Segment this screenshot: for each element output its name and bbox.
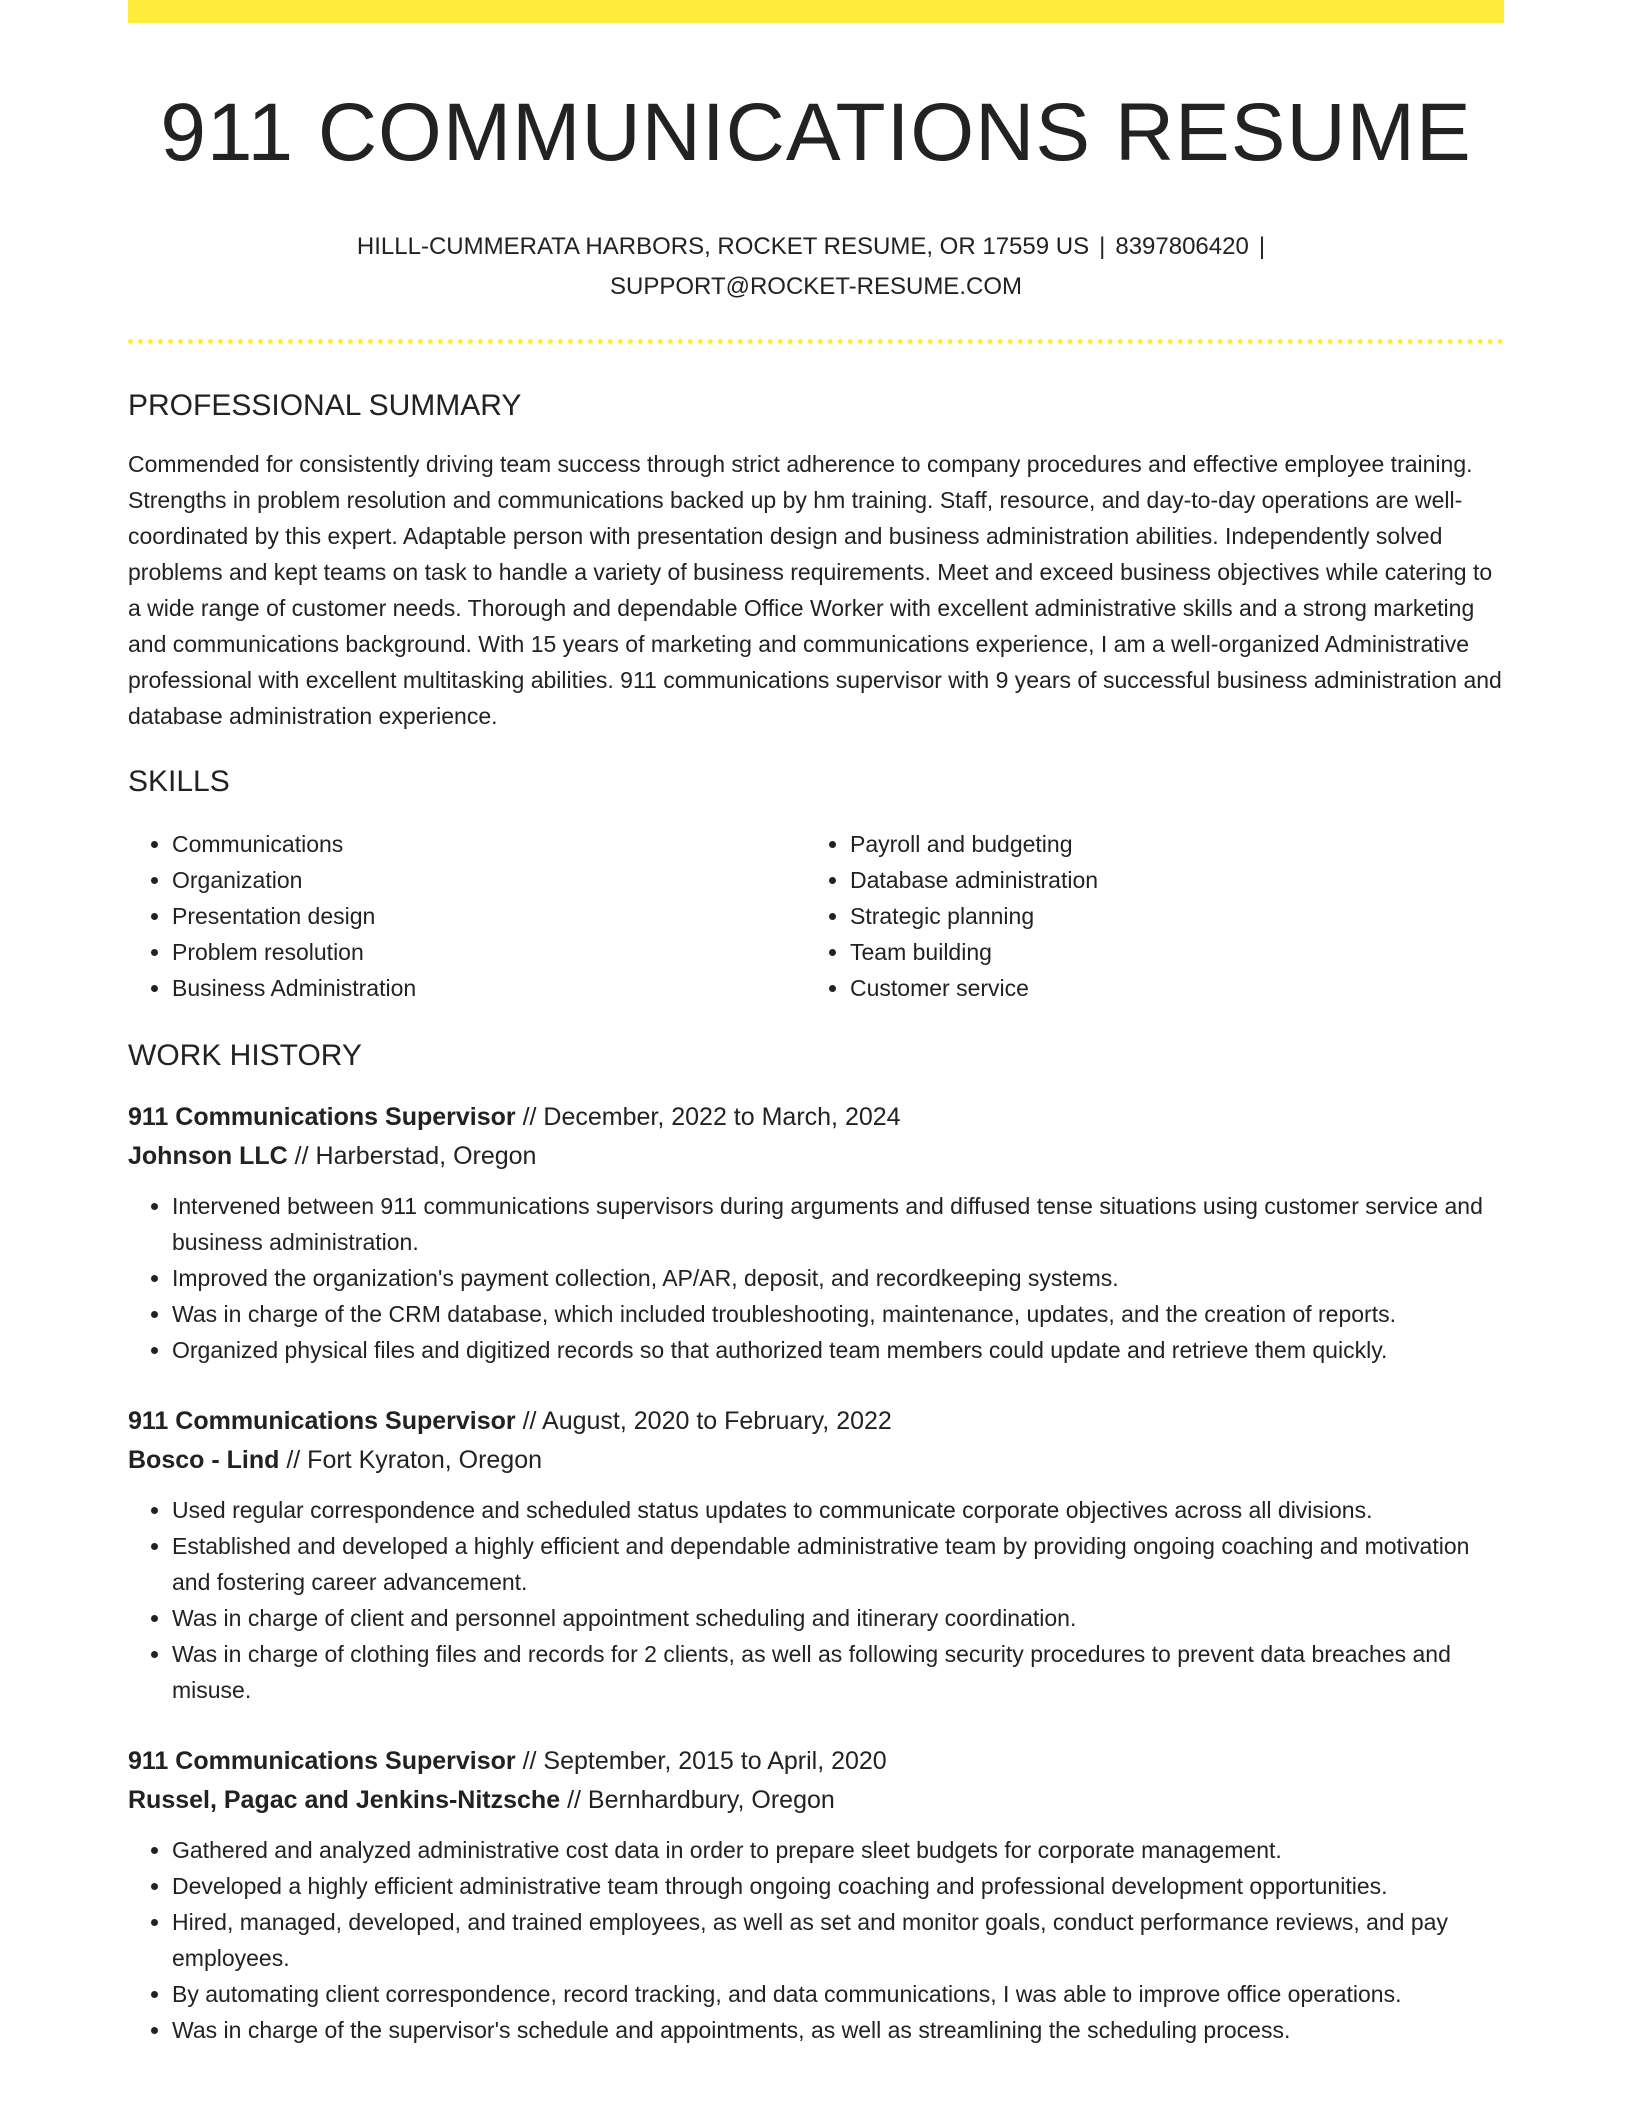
job-bullet: • Developed a highly efficient administrative team through ongoing coaching and professional development opportunities. <box>172 1868 1504 1904</box>
job-bullet: • Was in charge of the CRM database, which included troubleshooting, maintenance, updates, and the creation of reports. <box>172 1296 1504 1332</box>
job-dates: // August, 2020 to February, 2022 <box>522 1407 892 1435</box>
job-title: 911 Communications Supervisor <box>128 1407 516 1435</box>
job-location: // Bernhardbury, Oregon <box>567 1786 835 1814</box>
job-bullets <box>128 1492 1504 1708</box>
job-title-line <box>128 1098 1504 1137</box>
skill-item: • Strategic planning <box>850 898 1484 934</box>
job-title: 911 Communications Supervisor <box>128 1103 516 1131</box>
skills-heading: SKILLS <box>128 765 230 798</box>
job-bullet: • Gathered and analyzed administrative cost data in order to prepare sleet budgets for corporate management. <box>172 1832 1504 1868</box>
job-company: Bosco - Lind <box>128 1446 280 1474</box>
job-bullet: • Used regular correspondence and scheduled status updates to communicate corporate objectives across all divisions. <box>172 1492 1504 1528</box>
resume-title: 911 COMMUNICATIONS RESUME <box>160 87 1472 178</box>
job-company: Johnson LLC <box>128 1142 288 1170</box>
contact-phone: 8397806420 <box>1115 233 1249 260</box>
job-company-line <box>128 1781 1504 1820</box>
contact-email: SUPPORT@ROCKET-RESUME.COM <box>610 273 1022 300</box>
skill-item: • Communications <box>172 826 806 862</box>
resume-content <box>128 23 1504 2048</box>
skill-item: • Business Administration <box>172 970 806 1006</box>
contact-separator: | <box>1258 233 1266 260</box>
top-accent-bar <box>128 0 1504 23</box>
skill-item: • Organization <box>172 862 806 898</box>
job-dates: // September, 2015 to April, 2020 <box>522 1747 887 1775</box>
job-title-line <box>128 1402 1504 1441</box>
job-location: // Harberstad, Oregon <box>294 1142 537 1170</box>
job-company-line <box>128 1441 1504 1480</box>
skill-item: • Team building <box>850 934 1484 970</box>
skill-item: • Customer service <box>850 970 1484 1006</box>
job-bullet: • By automating client correspondence, record tracking, and data communications, I was able to improve office operations. <box>172 1976 1504 2012</box>
contact-address: HILLL-CUMMERATA HARBORS, ROCKET RESUME, OR 17559 US <box>356 233 1090 260</box>
job-entry <box>128 1402 1504 1708</box>
job-bullet: • Was in charge of clothing files and records for 2 clients, as well as following security procedures to prevent data breaches and misuse. <box>172 1636 1504 1708</box>
summary-heading: PROFESSIONAL SUMMARY <box>128 389 522 422</box>
job-bullet: • Was in charge of the supervisor's schedule and appointments, as well as streamlining the scheduling process. <box>172 2012 1504 2048</box>
job-bullet: • Hired, managed, developed, and trained employees, as well as set and monitor goals, conduct performance reviews, and pay employees. <box>172 1904 1504 1976</box>
job-bullet: • Intervened between 911 communications supervisors during arguments and diffused tense situations using customer service and business administration. <box>172 1188 1504 1260</box>
job-title: 911 Communications Supervisor <box>128 1747 516 1775</box>
job-company-line <box>128 1137 1504 1176</box>
job-location: // Fort Kyraton, Oregon <box>286 1446 543 1474</box>
job-bullets <box>128 1832 1504 2048</box>
job-bullet: • Organized physical files and digitized records so that authorized team members could update and retrieve them quickly. <box>172 1332 1504 1368</box>
skills-list <box>128 826 1504 1006</box>
job-company: Russel, Pagac and Jenkins-Nitzsche <box>128 1786 561 1814</box>
job-entry <box>128 1098 1504 1368</box>
job-dates: // December, 2022 to March, 2024 <box>522 1103 901 1131</box>
job-bullet: • Was in charge of client and personnel appointment scheduling and itinerary coordination. <box>172 1600 1504 1636</box>
contact-separator: | <box>1099 233 1106 260</box>
job-bullet: • Established and developed a highly efficient and dependable administrative team by providing ongoing coaching and motivation and fostering career advancement. <box>172 1528 1504 1600</box>
dotted-divider <box>128 339 1504 344</box>
skill-item: • Problem resolution <box>172 934 806 970</box>
skill-item: • Database administration <box>850 862 1484 898</box>
work-history-heading: WORK HISTORY <box>128 1039 362 1072</box>
job-bullet: • Improved the organization's payment collection, AP/AR, deposit, and recordkeeping systems. <box>172 1260 1504 1296</box>
contact-info <box>266 227 1366 307</box>
summary-text: Commended for consistently driving team success through strict adherence to company procedures and effective employee training. Strengths in problem resolution and communications backed up by hm training. Staff, resource, and day-to-day operations are well-coordinated by this expert. Adaptable person with presentation design and business administration abilities. Independently solved problems and kept teams on task to handle a variety of business requirements. Meet and exceed business objectives while catering to a wide range of customer needs. Thorough and dependable Office Worker with excellent administrative skills and a strong marketing and communications background. With 15 years of marketing and communications experience, I am a well-organized Administrative professional with excellent multitasking abilities. 911 communications supervisor with 9 years of successful business administration and database administration experience. <box>128 451 1502 729</box>
skills-column-1 <box>128 826 806 1006</box>
job-title-line <box>128 1742 1504 1781</box>
skills-column-2 <box>806 826 1484 1006</box>
skill-item: • Payroll and budgeting <box>850 826 1484 862</box>
job-entry <box>128 1742 1504 2048</box>
skill-item: • Presentation design <box>172 898 806 934</box>
job-bullets <box>128 1188 1504 1368</box>
